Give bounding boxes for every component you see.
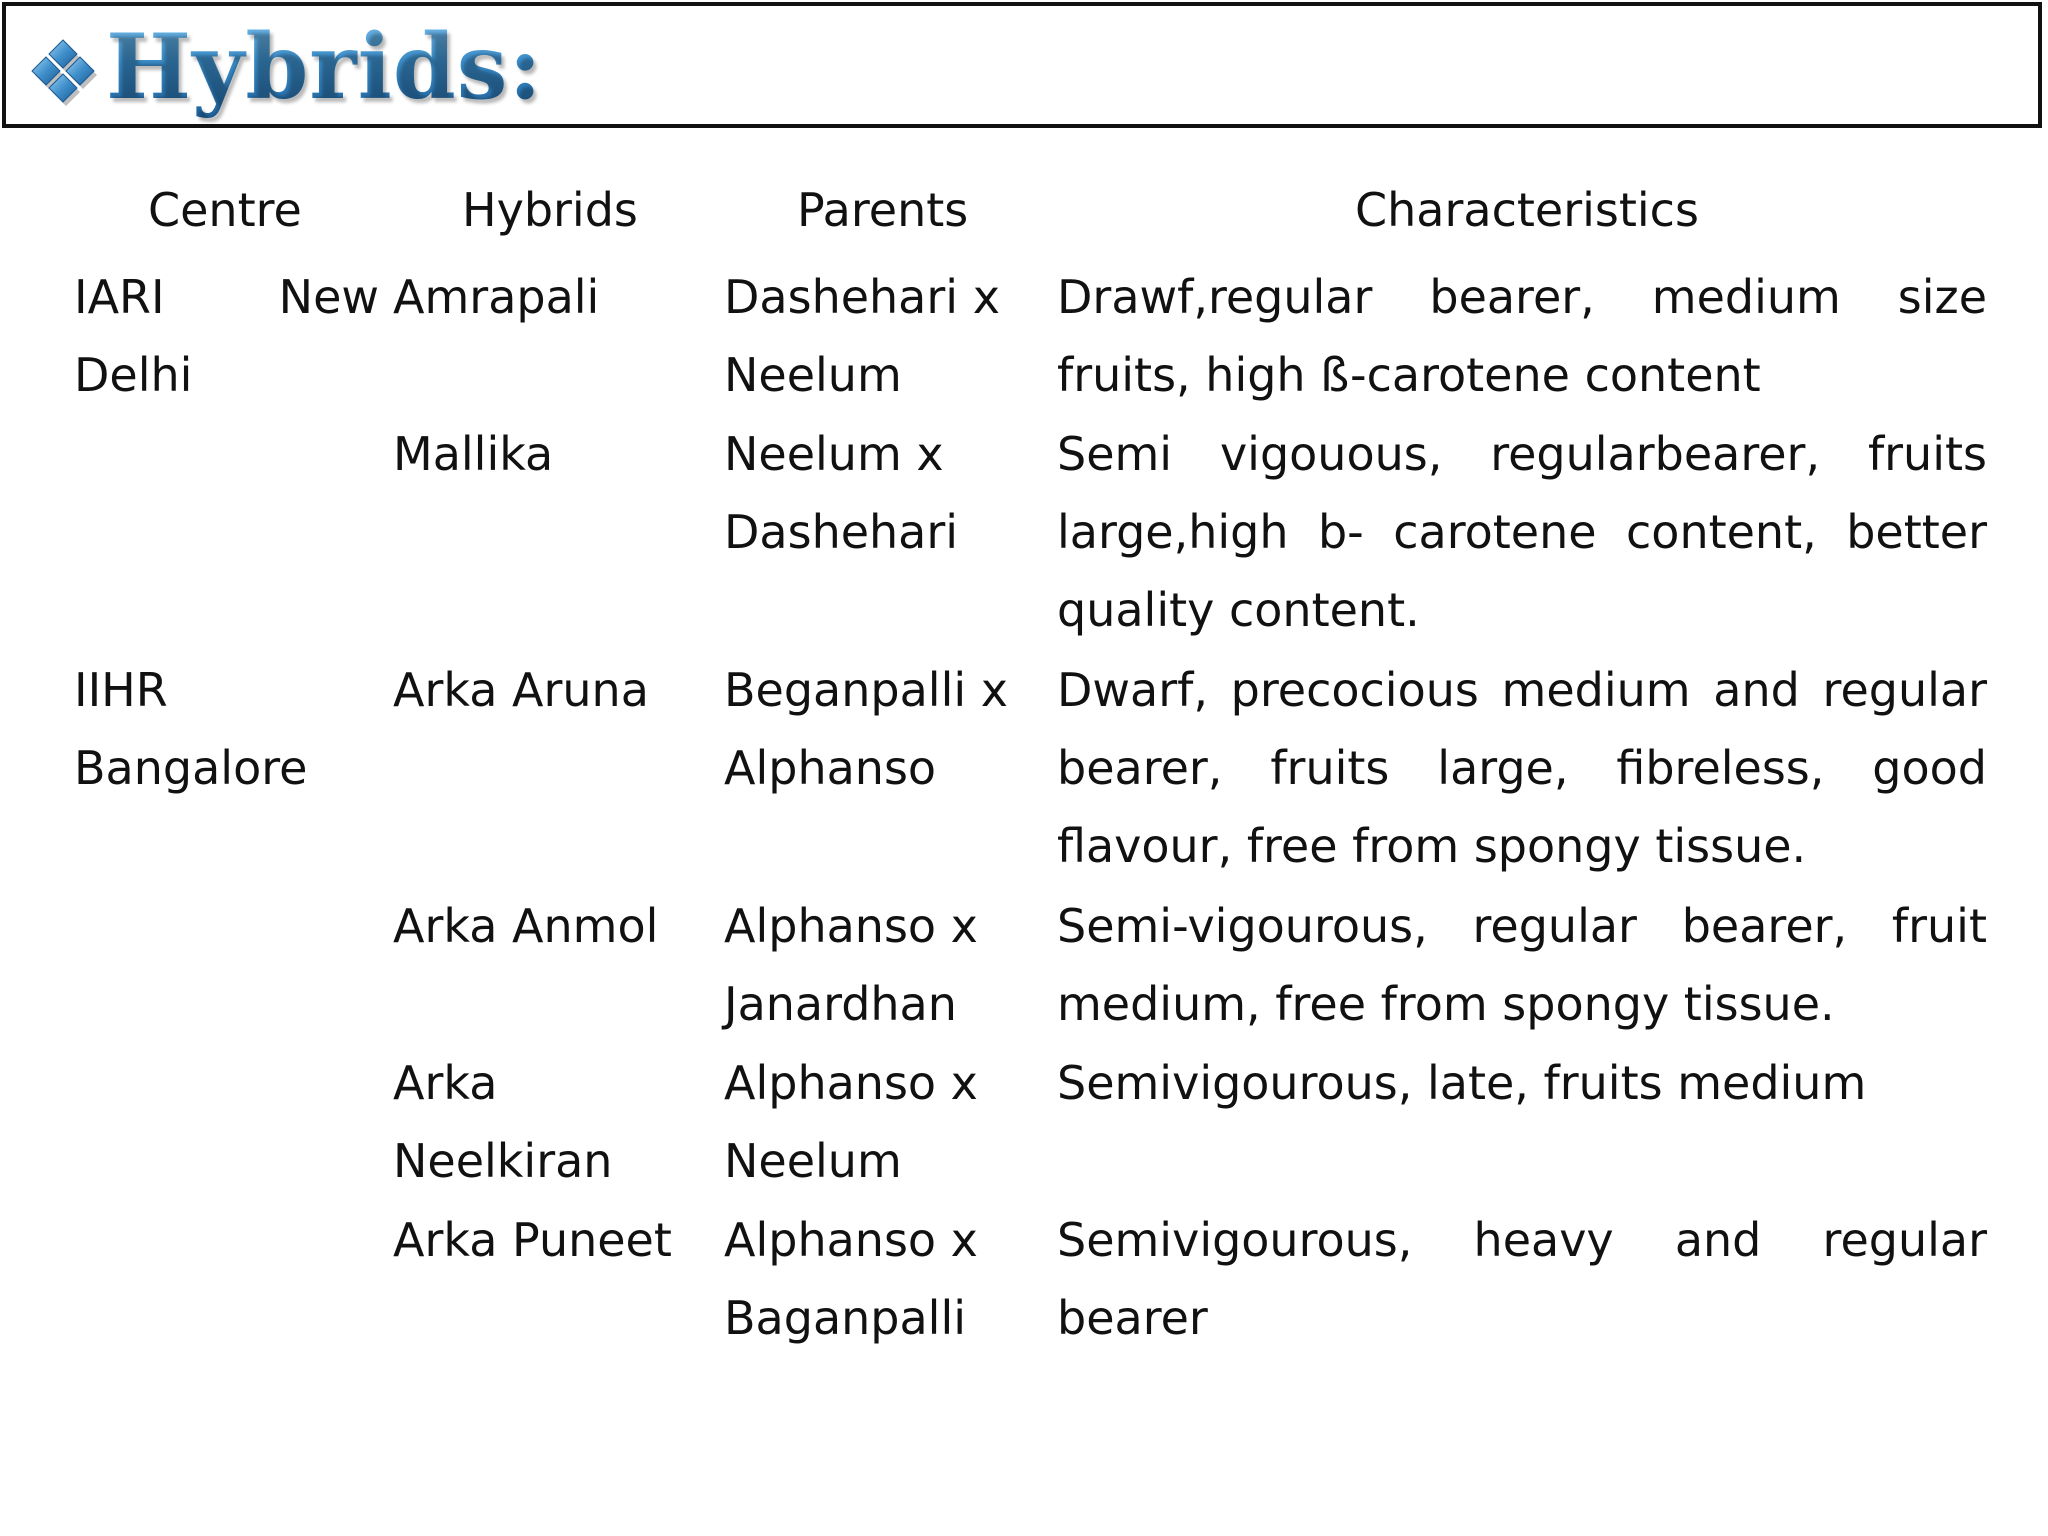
centre-cell: IARI New Delhi — [74, 270, 379, 402]
title-bar — [2, 2, 2042, 128]
header-parents: Parents — [797, 183, 969, 237]
characteristics-cell: Dwarf, precocious medium and regular bearer, fruits large, fibreless, good flavour, free from spongy tissue. — [1057, 663, 1987, 873]
header-hybrids: Hybrids — [462, 183, 638, 237]
parents-cell: Alphanso x Janardhan — [724, 899, 978, 1031]
parents-cell: Alphanso x Neelum — [724, 1056, 978, 1188]
characteristics-cell: Semivigourous, late, fruits medium — [1057, 1056, 1867, 1110]
parents-cell: Beganpalli x Alphanso — [724, 663, 1008, 795]
characteristics-cell: Drawf,regular bearer, medium size fruits, high ß-carotene content — [1057, 270, 1987, 402]
slide-title: Hybrids: — [106, 14, 543, 120]
hybrid-cell: Mallika — [393, 427, 554, 481]
header-characteristics: Characteristics — [1355, 183, 1699, 237]
characteristics-cell: Semivigourous, heavy and regular bearer — [1057, 1213, 1987, 1345]
characteristics-cell: Semi-vigourous, regular bearer, fruit medium, free from spongy tissue. — [1057, 899, 1987, 1031]
header-centre: Centre — [148, 183, 302, 237]
centre-cell: IIHR Bangalore — [74, 663, 308, 795]
diamond-bullet-icon — [28, 36, 102, 110]
hybrid-cell: Arka Anmol — [393, 899, 659, 953]
hybrid-cell: Amrapali — [393, 270, 600, 324]
hybrid-cell: Arka Aruna — [393, 663, 649, 717]
parents-cell: Dashehari x Neelum — [724, 270, 1000, 402]
parents-cell: Neelum x Dashehari — [724, 427, 959, 559]
hybrid-cell: Arka Neelkiran — [393, 1056, 613, 1188]
characteristics-cell: Semi vigouous, regularbearer, fruits large,high b- carotene content, better quality content. — [1057, 427, 1987, 637]
parents-cell: Alphanso x Baganpalli — [724, 1213, 978, 1345]
hybrid-cell: Arka Puneet — [393, 1213, 672, 1267]
